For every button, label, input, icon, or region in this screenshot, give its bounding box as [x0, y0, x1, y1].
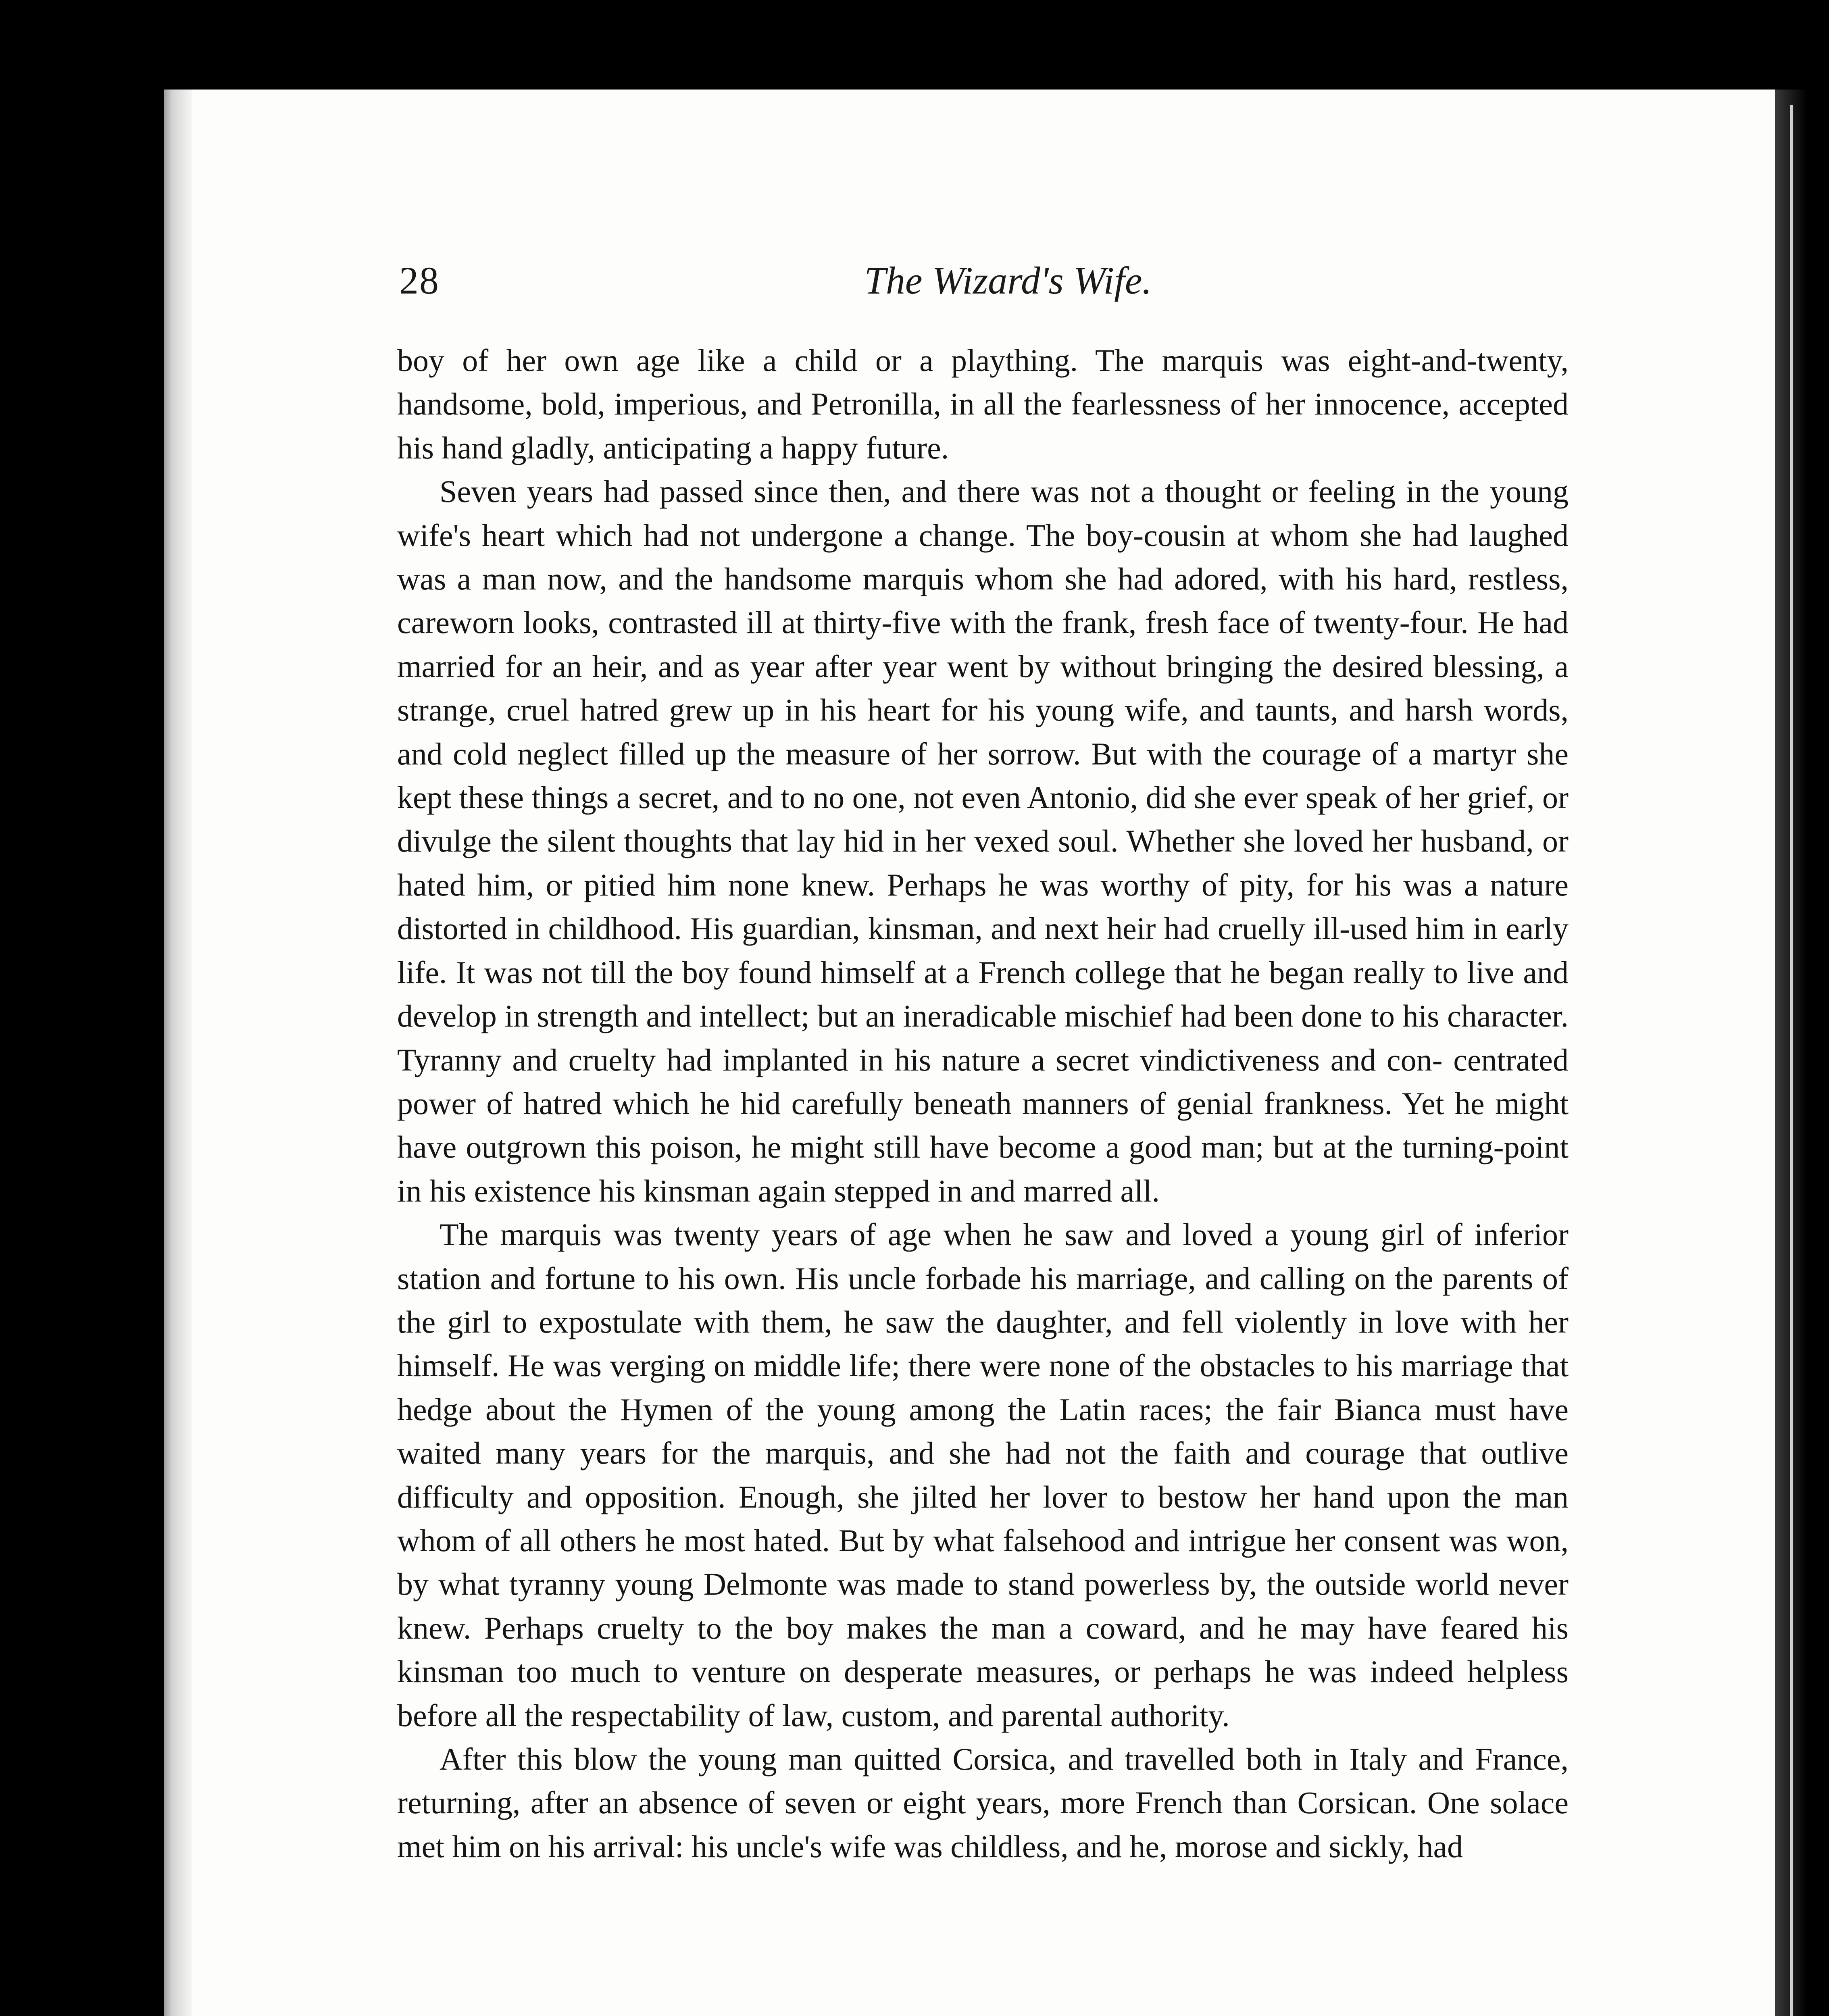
paragraph: After this blow the young man quitted Corsica, and travelled both in Italy and France, returning, after an absence of seven or eight years, more French than Corsican. One solace met him on his arrival: his uncle's wife was childless, and he, morose and sickly, had	[397, 1741, 1569, 1864]
body-text	[397, 339, 1569, 1868]
running-header	[399, 258, 1569, 314]
page-number: 28	[399, 259, 440, 302]
paragraph: Seven years had passed since then, and there was not a thought or feeling in the young wife's heart which had not undergone a change. The boy-cousin at whom she had laughed was a man now, and the handsome marquis whom she had adored, with his hard, restless, careworn looks, contrasted ill at thirty-five with the frank, fresh face of twenty-four. He had married for an heir, and as year after year went by without bringing the desired blessing, a strange, cruel hatred grew up in his heart for his young wife, and taunts, and harsh words, and cold neglect filled up the measure of her sorrow. But with the courage of a martyr she kept these things a secret, and to no one, not even Antonio, did she ever speak of her grief, or divulge the silent thoughts that lay hid in her vexed soul. Whether she loved her husband, or hated him, or pitied him none knew. Perhaps he was worthy of pity, for his was a nature distorted in childhood. His guardian, kinsman, and next heir had cruelly ill-used him in early life. It was not till the boy found himself at a French college that he began really to live and develop in strength and intellect; but an ineradicable mischief had been done to his character. Tyranny and cruelty had implanted in his nature a secret vindictiveness and con- centrated power of hatred which he hid carefully beneath manners of genial frankness. Yet he might have outgrown this poison, he might still have become a good man; but at the turning-point in his existence his kinsman again stepped in and marred all.	[397, 474, 1569, 1208]
paragraph: boy of her own age like a child or a plaything. The marquis was eight-and-twenty, handsome, bold, imperious, and Petronilla, in all the fearlessness of her innocence, accepted his hand gladly, anticipating a happy future.	[397, 343, 1569, 465]
running-title: The Wizard's Wife.	[864, 259, 1152, 302]
page-edge-strip	[1790, 105, 1793, 2016]
page-gutter-shadow	[164, 90, 192, 2016]
paragraph: The marquis was twenty years of age when he saw and loved a young girl of inferior station and fortune to his own. His uncle forbade his marriage, and calling on the parents of the girl to expostulate with them, he saw the daughter, and fell violently in love with her himself. He was verging on middle life; there were none of the obstacles to his marriage that hedge about the Hymen of the young among the Latin races; the fair Bianca must have waited many years for the marquis, and she had not the faith and courage that outlive difficulty and opposition. Enough, she jilted her lover to bestow her hand upon the man whom of all others he most hated. But by what falsehood and intrigue her consent was won, by what tyranny young Delmonte was made to stand powerless by, the outside world never knew. Perhaps cruelty to the boy makes the man a coward, and he may have feared his kinsman too much to venture on desperate measures, or perhaps he was indeed helpless before all the respectability of law, custom, and parental authority.	[397, 1217, 1569, 1733]
